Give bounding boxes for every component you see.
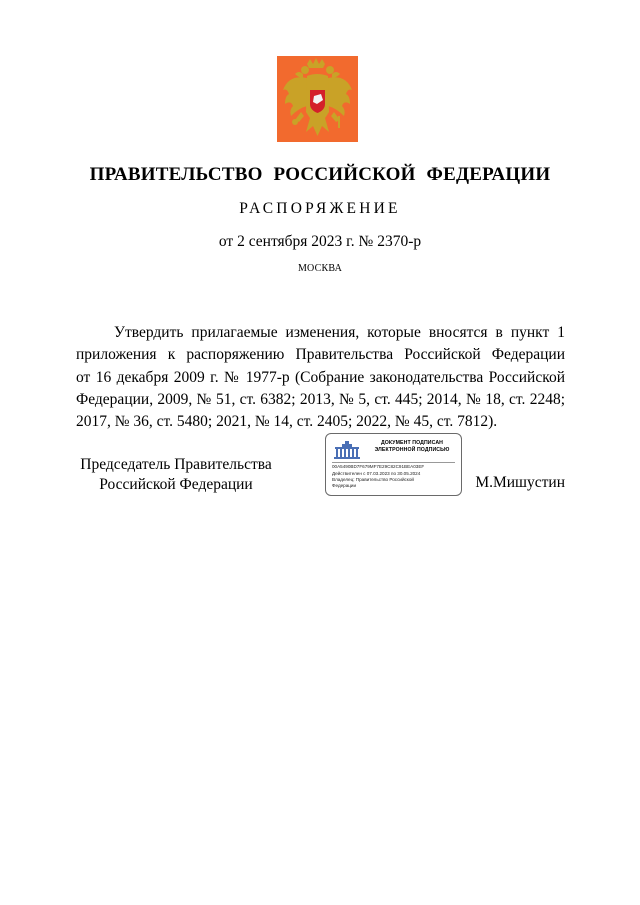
body-line: Утвердить прилагаемые изменения, которые вносятся в пункт 1 (114, 324, 565, 341)
stamp-owner: Владелец: Правительство Российской (332, 477, 414, 482)
body-line: Федерации, 2009, № 51, ст. 6382; 2013, № 5, ст. 445; 2014, № 18, ст. 2248; (76, 390, 565, 408)
russian-coat-of-arms-icon (277, 56, 358, 142)
coat-of-arms (277, 56, 358, 142)
signer-name: М.Мишустин (475, 474, 565, 491)
document-type: РАСПОРЯЖЕНИЕ (239, 200, 401, 217)
body-line: от 16 декабря 2009 г. № 1977-р (Собрание законодательства Российской (76, 368, 565, 386)
electronic-signature-stamp (325, 433, 462, 496)
organization-title: ПРАВИТЕЛЬСТВО РОССИЙСКОЙ ФЕДЕРАЦИИ (89, 164, 551, 185)
document-date-number: от 2 сентября 2023 г. № 2370-р (218, 233, 422, 250)
signer-position (76, 455, 276, 495)
document-body (76, 322, 565, 433)
stamp-title-line: ДОКУМЕНТ ПОДПИСАН (380, 440, 444, 446)
body-line: 2017, № 36, ст. 5480; 2021, № 14, ст. 2405; 2022, № 45, ст. 7812). (76, 413, 498, 431)
body-line: приложения к распоряжению Правительства Российской Федерации (76, 346, 565, 364)
stamp-validity: Действителен с 07.03.2023 по 30.05.2024 (332, 471, 421, 476)
stamp-certificate: 00A5490BD7F679MF7E29C82C91BEA03EF (332, 464, 425, 469)
signer-position-line: Председатель Правительства (80, 456, 272, 473)
signer-position-line: Российской Федерации (99, 476, 253, 493)
stamp-divider (332, 462, 455, 463)
document-city: МОСКВА (297, 263, 343, 274)
stamp-title (366, 440, 458, 454)
stamp-title-line: ЭЛЕКТРОННОЙ ПОДПИСЬЮ (374, 447, 450, 453)
stamp-owner: Федерации (332, 483, 357, 488)
government-building-icon (332, 440, 362, 460)
